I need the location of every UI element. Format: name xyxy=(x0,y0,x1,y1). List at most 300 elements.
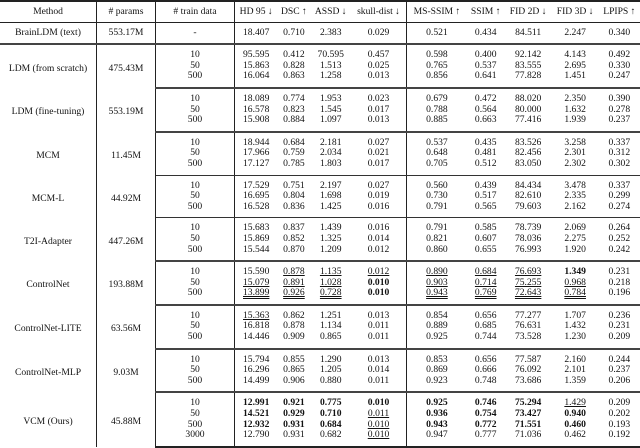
cell-assd xyxy=(310,234,351,245)
value-ssim: 0.537 xyxy=(474,59,497,71)
param-count: 553.19M xyxy=(97,88,156,132)
table-header xyxy=(0,1,640,22)
value-skull-dist: 0.013 xyxy=(367,114,390,126)
value-assd: 1.953 xyxy=(319,92,342,104)
value-fid3d: 1.432 xyxy=(564,320,586,332)
cell-assd xyxy=(310,288,351,305)
cell-ms-ssim xyxy=(407,132,467,149)
cell-ms-ssim xyxy=(407,430,467,447)
train-data-count: 10 xyxy=(156,218,235,234)
value-assd: 1.425 xyxy=(319,200,342,212)
value-ms-ssim: 0.730 xyxy=(426,190,448,202)
cell-skull-dist xyxy=(351,22,407,44)
value-fid2d: 78.036 xyxy=(514,232,542,244)
value-lpips: 0.218 xyxy=(608,276,631,288)
value-lpips: 0.337 xyxy=(608,179,631,191)
cell-fid3d xyxy=(552,202,599,218)
value-hd95: 17.966 xyxy=(243,147,270,159)
cell-lpips xyxy=(599,71,640,88)
value-fid2d: 73.427 xyxy=(514,408,542,420)
value-fid3d: 1.707 xyxy=(564,309,586,321)
value-hd95: 16.578 xyxy=(243,103,270,115)
cell-fid3d xyxy=(552,44,599,61)
value-ms-ssim: 0.869 xyxy=(426,364,448,376)
cell-dsc xyxy=(277,261,310,278)
cell-ssim xyxy=(467,245,505,262)
cell-ms-ssim xyxy=(407,392,467,409)
value-hd95: 14.446 xyxy=(243,331,270,343)
cell-ms-ssim xyxy=(407,44,467,61)
value-skull-dist: 0.010 xyxy=(367,418,390,430)
value-assd: 0.710 xyxy=(319,408,342,420)
cell-assd xyxy=(310,376,351,393)
cell-assd xyxy=(310,44,351,61)
value-fid3d: 1.451 xyxy=(564,70,586,82)
value-skull-dist: 0.011 xyxy=(367,374,390,386)
value-skull-dist: 0.457 xyxy=(367,49,390,61)
value-fid3d: 1.939 xyxy=(564,114,586,126)
cell-hd95 xyxy=(235,430,278,447)
cell-lpips xyxy=(599,88,640,105)
value-fid3d: 2.302 xyxy=(564,157,586,169)
train-data-count: 50 xyxy=(156,321,235,332)
cell-ssim xyxy=(467,159,505,175)
value-fid3d: 2.160 xyxy=(564,353,586,365)
value-dsc: 0.751 xyxy=(283,179,305,191)
value-hd95: 15.869 xyxy=(243,232,270,244)
train-data-count: 500 xyxy=(156,115,235,132)
train-data-count: 10 xyxy=(156,261,235,278)
value-assd: 0.684 xyxy=(319,418,342,430)
cell-skull-dist xyxy=(351,115,407,132)
cell-hd95 xyxy=(235,218,278,234)
value-assd: 2.383 xyxy=(319,26,342,38)
value-fid2d: 75.255 xyxy=(514,276,542,288)
value-lpips: 0.340 xyxy=(608,26,631,38)
value-ssim: 0.663 xyxy=(474,114,497,126)
value-hd95: 15.908 xyxy=(243,114,270,126)
value-lpips: 0.209 xyxy=(608,397,631,409)
cell-hd95 xyxy=(235,261,278,278)
value-ssim: 0.400 xyxy=(474,49,497,61)
cell-dsc xyxy=(277,44,310,61)
value-dsc: 0.774 xyxy=(283,92,305,104)
param-count: 44.92M xyxy=(97,175,156,218)
cell-dsc xyxy=(277,392,310,409)
cell-assd xyxy=(310,71,351,88)
cell-ms-ssim xyxy=(407,234,467,245)
cell-skull-dist xyxy=(351,218,407,234)
cell-lpips xyxy=(599,202,640,218)
cell-ssim xyxy=(467,261,505,278)
cell-hd95 xyxy=(235,409,278,420)
value-skull-dist: 0.011 xyxy=(367,408,390,420)
value-fid2d: 82.456 xyxy=(514,147,542,159)
value-ssim: 0.512 xyxy=(474,157,497,169)
value-assd: 2.034 xyxy=(319,147,342,159)
value-assd: 1.134 xyxy=(319,320,342,332)
cell-lpips xyxy=(599,288,640,305)
cell-fid3d xyxy=(552,175,599,191)
cell-dsc xyxy=(277,202,310,218)
train-data-count: 50 xyxy=(156,365,235,376)
value-ssim: 0.607 xyxy=(474,232,497,244)
value-ms-ssim: 0.853 xyxy=(426,353,448,365)
cell-ssim xyxy=(467,392,505,409)
value-fid3d: 2.350 xyxy=(564,92,586,104)
value-fid3d: 1.349 xyxy=(564,266,586,278)
cell-hd95 xyxy=(235,245,278,262)
cell-skull-dist xyxy=(351,71,407,88)
value-assd: 1.803 xyxy=(319,157,342,169)
value-skull-dist: 0.014 xyxy=(367,232,390,244)
cell-skull-dist xyxy=(351,349,407,366)
value-assd: 1.439 xyxy=(319,222,342,234)
cell-dsc xyxy=(277,409,310,420)
cell-hd95 xyxy=(235,288,278,305)
cell-hd95 xyxy=(235,115,278,132)
value-dsc: 0.878 xyxy=(283,266,305,278)
value-ssim: 0.684 xyxy=(474,266,497,278)
cell-ssim xyxy=(467,202,505,218)
value-fid2d: 78.739 xyxy=(514,222,542,234)
cell-dsc xyxy=(277,305,310,322)
header-ssim: SSIM ↑ xyxy=(467,1,505,22)
cell-ms-ssim xyxy=(407,115,467,132)
cell-fid2d xyxy=(505,430,552,447)
cell-fid3d xyxy=(552,420,599,431)
cell-assd xyxy=(310,392,351,409)
train-data-count: 50 xyxy=(156,61,235,72)
value-fid3d: 2.301 xyxy=(564,147,586,159)
value-ssim: 0.685 xyxy=(474,320,497,332)
value-ms-ssim: 0.791 xyxy=(426,222,448,234)
cell-skull-dist xyxy=(351,261,407,278)
value-fid2d: 76.693 xyxy=(514,266,542,278)
cell-ms-ssim xyxy=(407,420,467,431)
cell-ssim xyxy=(467,132,505,149)
value-skull-dist: 0.014 xyxy=(367,364,390,376)
value-dsc: 0.823 xyxy=(283,103,305,115)
train-data-count: - xyxy=(156,22,235,44)
value-ms-ssim: 0.925 xyxy=(426,397,448,409)
value-assd: 1.290 xyxy=(319,353,342,365)
value-hd95: 17.529 xyxy=(243,179,270,191)
value-dsc: 0.710 xyxy=(283,26,305,38)
header-skull-dist: skull-dist ↓ xyxy=(351,1,407,22)
cell-dsc xyxy=(277,430,310,447)
value-lpips: 0.274 xyxy=(608,200,631,212)
cell-fid2d xyxy=(505,332,552,349)
cell-skull-dist xyxy=(351,88,407,105)
value-hd95: 17.127 xyxy=(243,157,270,169)
value-fid2d: 79.603 xyxy=(514,200,542,212)
value-fid2d: 92.142 xyxy=(514,49,542,61)
value-hd95: 15.079 xyxy=(243,276,270,288)
cell-ssim xyxy=(467,332,505,349)
value-skull-dist: 0.013 xyxy=(367,70,390,82)
value-ssim: 0.655 xyxy=(474,243,497,255)
value-hd95: 16.064 xyxy=(243,70,270,82)
cell-hd95 xyxy=(235,349,278,366)
value-hd95: 95.595 xyxy=(243,49,270,61)
cell-lpips xyxy=(599,234,640,245)
value-dsc: 0.852 xyxy=(283,232,305,244)
value-fid2d: 77.416 xyxy=(514,114,542,126)
value-hd95: 12.991 xyxy=(243,397,270,409)
value-skull-dist: 0.011 xyxy=(367,331,390,343)
value-assd: 2.181 xyxy=(319,136,342,148)
value-dsc: 0.929 xyxy=(283,408,305,420)
value-dsc: 0.921 xyxy=(283,397,305,409)
value-fid3d: 3.478 xyxy=(564,179,586,191)
value-ms-ssim: 0.943 xyxy=(426,418,448,430)
value-skull-dist: 0.012 xyxy=(367,243,390,255)
value-hd95: 14.521 xyxy=(243,408,270,420)
cell-ssim xyxy=(467,409,505,420)
value-assd: 0.865 xyxy=(319,331,342,343)
value-lpips: 0.193 xyxy=(608,418,631,430)
value-skull-dist: 0.017 xyxy=(367,157,390,169)
cell-fid2d xyxy=(505,218,552,234)
cell-hd95 xyxy=(235,332,278,349)
header-params: # params xyxy=(97,1,156,22)
cell-fid3d xyxy=(552,245,599,262)
method-name: LDM (from scratch) xyxy=(0,44,97,88)
train-data-count: 10 xyxy=(156,392,235,409)
header-ms-ssim: MS-SSIM ↑ xyxy=(407,1,467,22)
value-lpips: 0.252 xyxy=(608,232,631,244)
value-lpips: 0.492 xyxy=(608,49,631,61)
cell-fid2d xyxy=(505,376,552,393)
value-skull-dist: 0.016 xyxy=(367,200,390,212)
cell-fid2d xyxy=(505,420,552,431)
value-hd95: 16.695 xyxy=(243,190,270,202)
value-fid3d: 0.462 xyxy=(564,429,586,441)
value-dsc: 0.891 xyxy=(283,276,305,288)
cell-fid2d xyxy=(505,88,552,105)
cell-ssim xyxy=(467,420,505,431)
value-assd: 1.028 xyxy=(319,276,342,288)
cell-assd xyxy=(310,245,351,262)
cell-ssim xyxy=(467,288,505,305)
cell-ms-ssim xyxy=(407,71,467,88)
value-ms-ssim: 0.791 xyxy=(426,200,448,212)
value-hd95: 18.407 xyxy=(243,26,270,38)
value-lpips: 0.231 xyxy=(608,320,631,332)
cell-fid3d xyxy=(552,305,599,322)
cell-dsc xyxy=(277,288,310,305)
train-data-count: 10 xyxy=(156,175,235,191)
value-hd95: 15.544 xyxy=(243,243,270,255)
value-ssim: 0.656 xyxy=(474,353,497,365)
cell-skull-dist xyxy=(351,332,407,349)
cell-ms-ssim xyxy=(407,349,467,366)
cell-skull-dist xyxy=(351,202,407,218)
cell-ssim xyxy=(467,71,505,88)
cell-fid2d xyxy=(505,349,552,366)
cell-fid3d xyxy=(552,115,599,132)
cell-hd95 xyxy=(235,420,278,431)
cell-assd xyxy=(310,261,351,278)
train-data-count: 500 xyxy=(156,288,235,305)
cell-fid2d xyxy=(505,159,552,175)
value-dsc: 0.931 xyxy=(283,418,305,430)
cell-lpips xyxy=(599,420,640,431)
cell-assd xyxy=(310,159,351,175)
cell-hd95 xyxy=(235,88,278,105)
cell-hd95 xyxy=(235,305,278,322)
value-lpips: 0.236 xyxy=(608,309,631,321)
table-row xyxy=(0,305,640,322)
value-fid2d: 71.036 xyxy=(514,429,542,441)
cell-fid2d xyxy=(505,288,552,305)
cell-skull-dist xyxy=(351,132,407,149)
cell-skull-dist xyxy=(351,234,407,245)
header-assd: ASSD ↓ xyxy=(310,1,351,22)
value-ms-ssim: 0.788 xyxy=(426,103,448,115)
value-assd: 1.209 xyxy=(319,243,342,255)
value-ssim: 0.435 xyxy=(474,136,497,148)
table-row xyxy=(0,44,640,61)
value-hd95: 16.818 xyxy=(243,320,270,332)
value-hd95: 13.899 xyxy=(243,287,270,299)
method-name: MCM-L xyxy=(0,175,97,218)
cell-assd xyxy=(310,409,351,420)
cell-ms-ssim xyxy=(407,261,467,278)
cell-dsc xyxy=(277,159,310,175)
train-data-count: 50 xyxy=(156,148,235,159)
cell-lpips xyxy=(599,159,640,175)
train-data-count: 50 xyxy=(156,278,235,289)
value-dsc: 0.828 xyxy=(283,59,305,71)
cell-ssim xyxy=(467,88,505,105)
value-skull-dist: 0.013 xyxy=(367,309,390,321)
param-count: 63.56M xyxy=(97,305,156,349)
cell-dsc xyxy=(277,420,310,431)
cell-dsc xyxy=(277,175,310,191)
value-ssim: 0.754 xyxy=(474,408,497,420)
value-skull-dist: 0.027 xyxy=(367,179,390,191)
header-method: Method xyxy=(0,1,97,22)
train-data-count: 50 xyxy=(156,105,235,116)
value-dsc: 0.865 xyxy=(283,364,305,376)
value-ms-ssim: 0.856 xyxy=(426,70,448,82)
cell-fid2d xyxy=(505,22,552,44)
value-dsc: 0.759 xyxy=(283,147,305,159)
value-hd95: 15.363 xyxy=(243,309,270,321)
value-fid3d: 0.784 xyxy=(564,287,586,299)
value-assd: 1.258 xyxy=(319,70,342,82)
cell-ms-ssim xyxy=(407,305,467,322)
value-ms-ssim: 0.947 xyxy=(426,429,448,441)
value-lpips: 0.390 xyxy=(608,92,631,104)
cell-lpips xyxy=(599,261,640,278)
value-fid2d: 75.294 xyxy=(514,397,542,409)
train-data-count: 500 xyxy=(156,332,235,349)
cell-assd xyxy=(310,332,351,349)
value-hd95: 15.683 xyxy=(243,222,270,234)
value-fid3d: 2.162 xyxy=(564,200,586,212)
value-skull-dist: 0.023 xyxy=(367,92,390,104)
cell-fid3d xyxy=(552,159,599,175)
value-dsc: 0.926 xyxy=(283,287,305,299)
cell-ssim xyxy=(467,44,505,61)
cell-dsc xyxy=(277,88,310,105)
value-ssim: 0.564 xyxy=(474,103,497,115)
cell-dsc xyxy=(277,234,310,245)
value-fid2d: 71.551 xyxy=(514,418,542,430)
cell-skull-dist xyxy=(351,159,407,175)
table-row xyxy=(0,392,640,409)
value-ms-ssim: 0.943 xyxy=(426,287,448,299)
method-name: ControlNet xyxy=(0,261,97,305)
value-assd: 1.205 xyxy=(319,364,342,376)
method-name: ControlNet-MLP xyxy=(0,349,97,393)
cell-fid3d xyxy=(552,234,599,245)
value-fid3d: 0.940 xyxy=(564,408,586,420)
value-fid3d: 3.258 xyxy=(564,136,586,148)
value-assd: 1.698 xyxy=(319,190,342,202)
table-row xyxy=(0,175,640,191)
cell-dsc xyxy=(277,332,310,349)
value-ms-ssim: 0.537 xyxy=(426,136,448,148)
param-count: 475.43M xyxy=(97,44,156,88)
train-data-count: 500 xyxy=(156,71,235,88)
value-hd95: 12.932 xyxy=(243,418,270,430)
cell-assd xyxy=(310,430,351,447)
value-hd95: 18.944 xyxy=(243,136,270,148)
value-assd: 1.135 xyxy=(319,266,342,278)
value-ssim: 0.565 xyxy=(474,200,497,212)
header-fid2d: FID 2D ↓ xyxy=(505,1,552,22)
cell-ms-ssim xyxy=(407,245,467,262)
value-ms-ssim: 0.854 xyxy=(426,309,448,321)
table-row xyxy=(0,218,640,234)
value-ms-ssim: 0.925 xyxy=(426,331,448,343)
train-data-count: 50 xyxy=(156,191,235,202)
cell-ms-ssim xyxy=(407,88,467,105)
cell-hd95 xyxy=(235,159,278,175)
value-dsc: 0.412 xyxy=(283,49,305,61)
cell-fid2d xyxy=(505,175,552,191)
value-dsc: 0.870 xyxy=(283,243,305,255)
cell-assd xyxy=(310,349,351,366)
value-skull-dist: 0.019 xyxy=(367,190,390,202)
cell-fid2d xyxy=(505,132,552,149)
value-lpips: 0.209 xyxy=(608,331,631,343)
value-ssim: 0.769 xyxy=(474,287,497,299)
value-fid2d: 77.828 xyxy=(514,70,542,82)
cell-fid3d xyxy=(552,332,599,349)
cell-hd95 xyxy=(235,202,278,218)
cell-ssim xyxy=(467,305,505,322)
value-ms-ssim: 0.890 xyxy=(426,266,448,278)
cell-fid2d xyxy=(505,409,552,420)
value-ms-ssim: 0.936 xyxy=(426,408,448,420)
value-lpips: 0.278 xyxy=(608,103,631,115)
cell-lpips xyxy=(599,430,640,447)
value-fid2d: 82.610 xyxy=(514,190,542,202)
cell-skull-dist xyxy=(351,245,407,262)
table-body xyxy=(0,22,640,447)
value-skull-dist: 0.010 xyxy=(367,397,390,409)
cell-fid2d xyxy=(505,44,552,61)
cell-ssim xyxy=(467,175,505,191)
value-fid2d: 77.587 xyxy=(514,353,542,365)
cell-ms-ssim xyxy=(407,218,467,234)
value-lpips: 0.202 xyxy=(608,408,631,420)
